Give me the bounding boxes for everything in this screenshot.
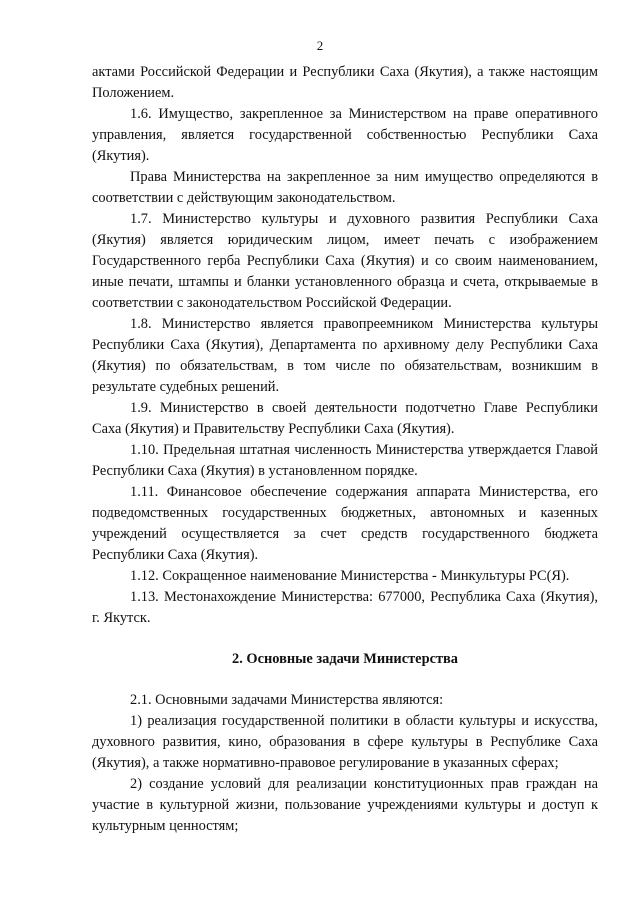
paragraph-1-9: 1.9. Министерство в своей деятельности подотчетно Главе Республики Саха (Якутия) и Правительству Республики Саха (Якутия). [92, 400, 598, 437]
paragraph-1-6-rights: Права Министерства на закрепленное за ним имущество определяются в соответствии с действующим законодательством. [92, 169, 598, 206]
paragraph-1-6: 1.6. Имущество, закрепленное за Министерством на праве оперативного управления, является государственной собственностью Республики Саха (Якутия). [92, 106, 598, 164]
paragraph-1-8: 1.8. Министерство является правопреемником Министерства культуры Республики Саха (Якутия), Департамента по архивному делу Республики Саха (Якутия) по обязательствам, в том числе по обязательствам, возникшим в результате судебных решений. [92, 316, 598, 395]
paragraph-2-1: 2.1. Основными задачами Министерства являются: [130, 692, 444, 708]
paragraph-2-1-item-2: 2) создание условий для реализации конституционных прав граждан на участие в культурной жизни, пользование учреждениями культуры и доступ к культурным ценностям; [92, 776, 598, 834]
paragraph-continuation: актами Российской Федерации и Республики Саха (Якутия), а также настоящим Положением. [92, 64, 598, 101]
document-body [92, 62, 598, 837]
paragraph-2-1-item-1: 1) реализация государственной политики в области культуры и искусства, духовного развития, кино, образования в сфере культуры в Республике Саха (Якутия), а также нормативно-правовое регулирование в указанных сферах; [92, 713, 598, 771]
page-number: 2 [316, 38, 324, 53]
paragraph-1-11: 1.11. Финансовое обеспечение содержания аппарата Министерства, его подведомственных государственных бюджетных, автономных и казенных учреждений осуществляется за счет средств государственного бюджета Республики Саха (Якутия). [92, 484, 598, 563]
paragraph-1-12: 1.12. Сокращенное наименование Министерства - Минкультуры РС(Я). [130, 568, 570, 584]
paragraph-1-13: 1.13. Местонахождение Министерства: 677000, Республика Саха (Якутия), г. Якутск. [92, 589, 598, 626]
paragraph-1-7: 1.7. Министерство культуры и духовного развития Республики Саха (Якутия) является юридическим лицом, имеет печать с изображением Государственного герба Республики Саха (Якутия) и со своим наименованием, иные печати, штампы и бланки установленного образца и счета, открываемые в соответствии с законодательством Российской Федерации. [92, 211, 598, 311]
paragraph-1-10: 1.10. Предельная штатная численность Министерства утверждается Главой Республики Саха (Якутия) в установленном порядке. [92, 442, 598, 479]
section-2-heading: 2. Основные задачи Министерства [232, 651, 458, 667]
